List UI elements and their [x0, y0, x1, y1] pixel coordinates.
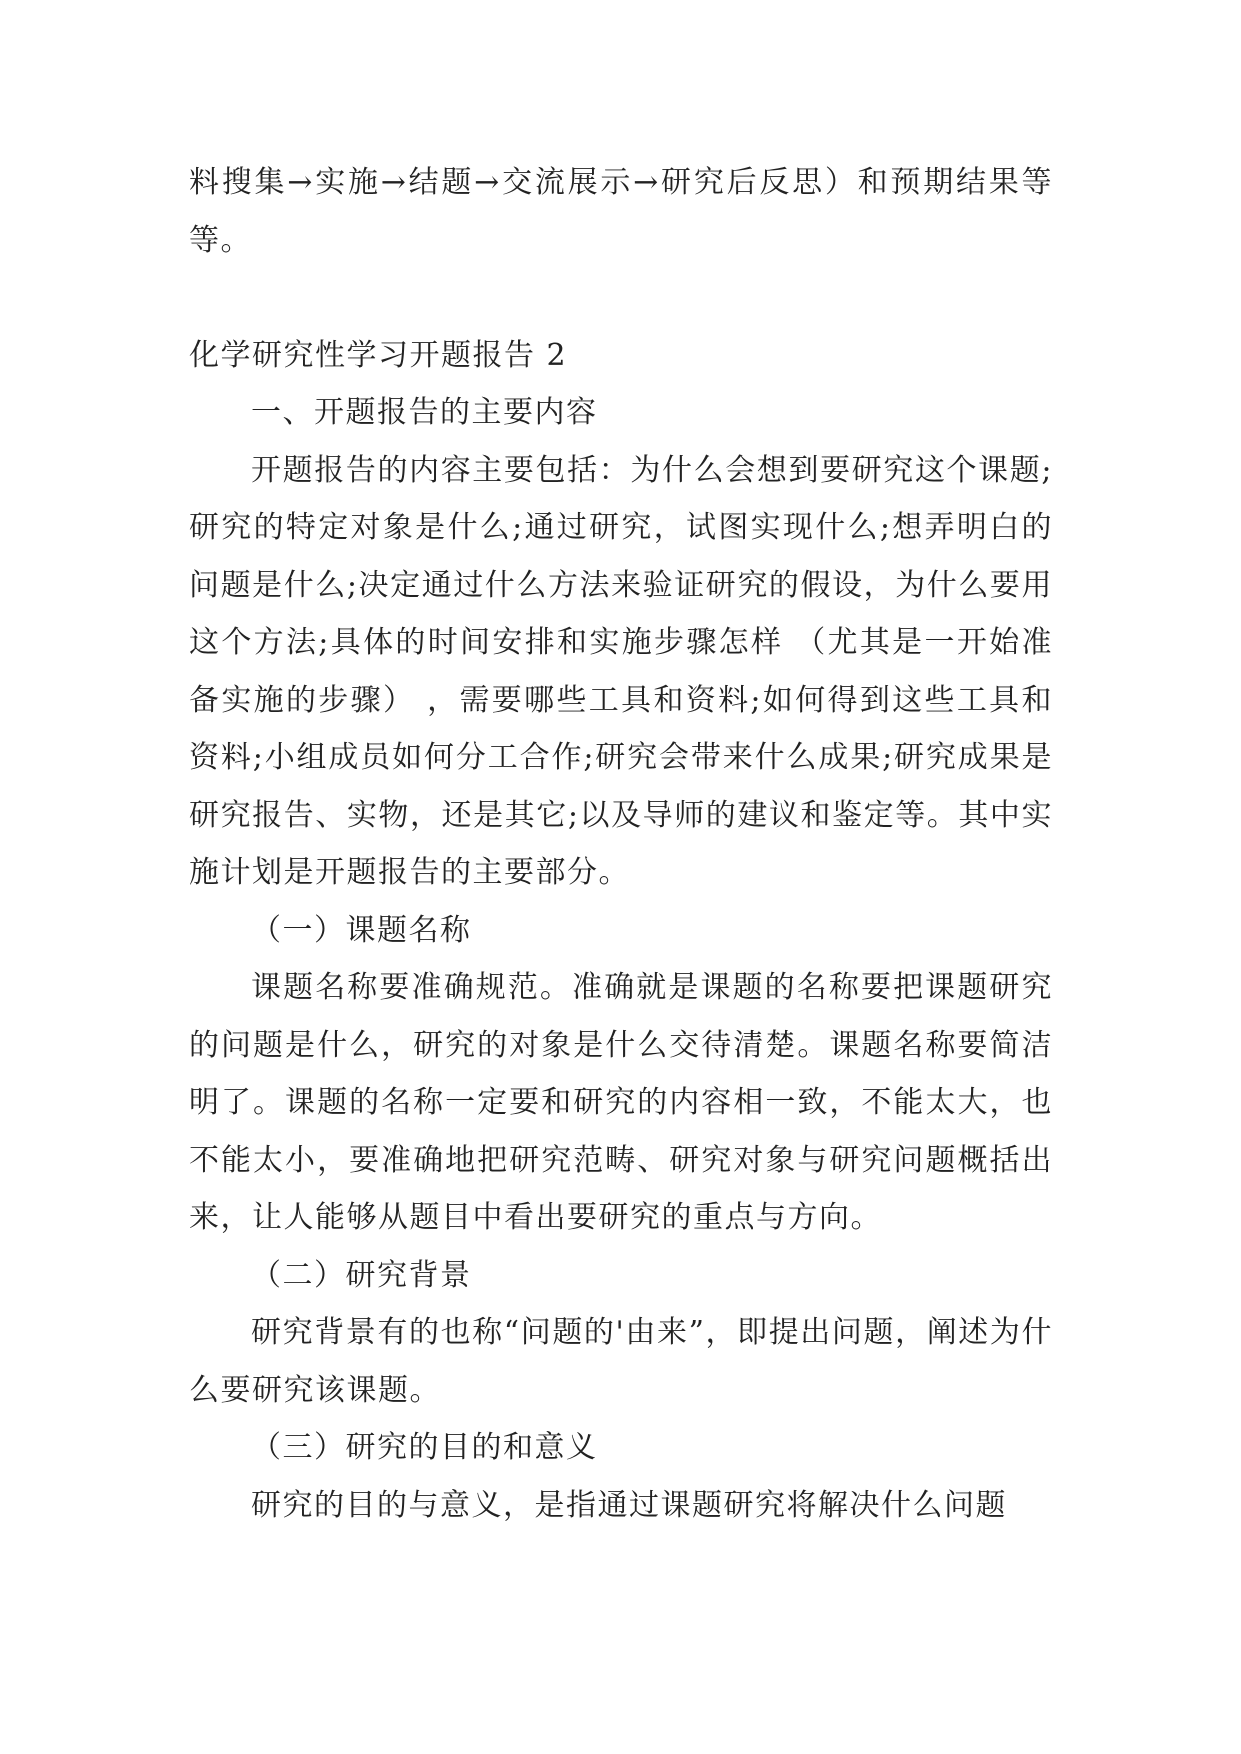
- subsection-heading-background: （二）研究背景: [251, 1257, 472, 1293]
- subsection-body-background: 研究背景有的也称“问题的'由来”，即提出问题，阐述为什么要研究该课题。: [189, 1315, 1053, 1408]
- paragraph-spacer: [189, 269, 1053, 327]
- continuation-paragraph: 料搜集→实施→结题→交流展示→研究后反思）和预期结果等等。: [189, 165, 1053, 258]
- document-content: [189, 154, 1053, 1534]
- section-heading-main-content: 一、开题报告的主要内容: [251, 395, 598, 430]
- section-body-main-content: 开题报告的内容主要包括：为什么会想到要研究这个课题;研究的特定对象是什么;通过研究，试图实现什么;想弄明白的问题是什么;决定通过什么方法来验证研究的假设，为什么要用这个方法;具体的时间安排和实施步骤怎样 （尤其是一开始准备实施的步骤） ，需要哪些工具和资料;如何得到这些工具和资料;小组成员如何分工合作;研究会带来什么成果;研究成果是研究报告、实物，还是其它;以及导师的建议和鉴定等。其中实施计划是开题报告的主要部分。: [189, 452, 1053, 890]
- subsection-heading-purpose: （三）研究的目的和意义: [251, 1430, 598, 1465]
- subsection-heading-topic-name: （一）课题名称: [251, 912, 472, 948]
- document-title: 化学研究性学习开题报告 2: [189, 337, 568, 373]
- subsection-body-topic-name: 课题名称要准确规范。准确就是课题的名称要把课题研究的问题是什么，研究的对象是什么交待清楚。课题名称要简洁明了。课题的名称一定要和研究的内容相一致，不能太大，也不能太小，要准确地把研究范畴、研究对象与研究问题概括出来，让人能够从题目中看出要研究的重点与方向。: [189, 970, 1053, 1235]
- subsection-body-purpose: 研究的目的与意义，是指通过课题研究将解决什么问题: [251, 1487, 1007, 1523]
